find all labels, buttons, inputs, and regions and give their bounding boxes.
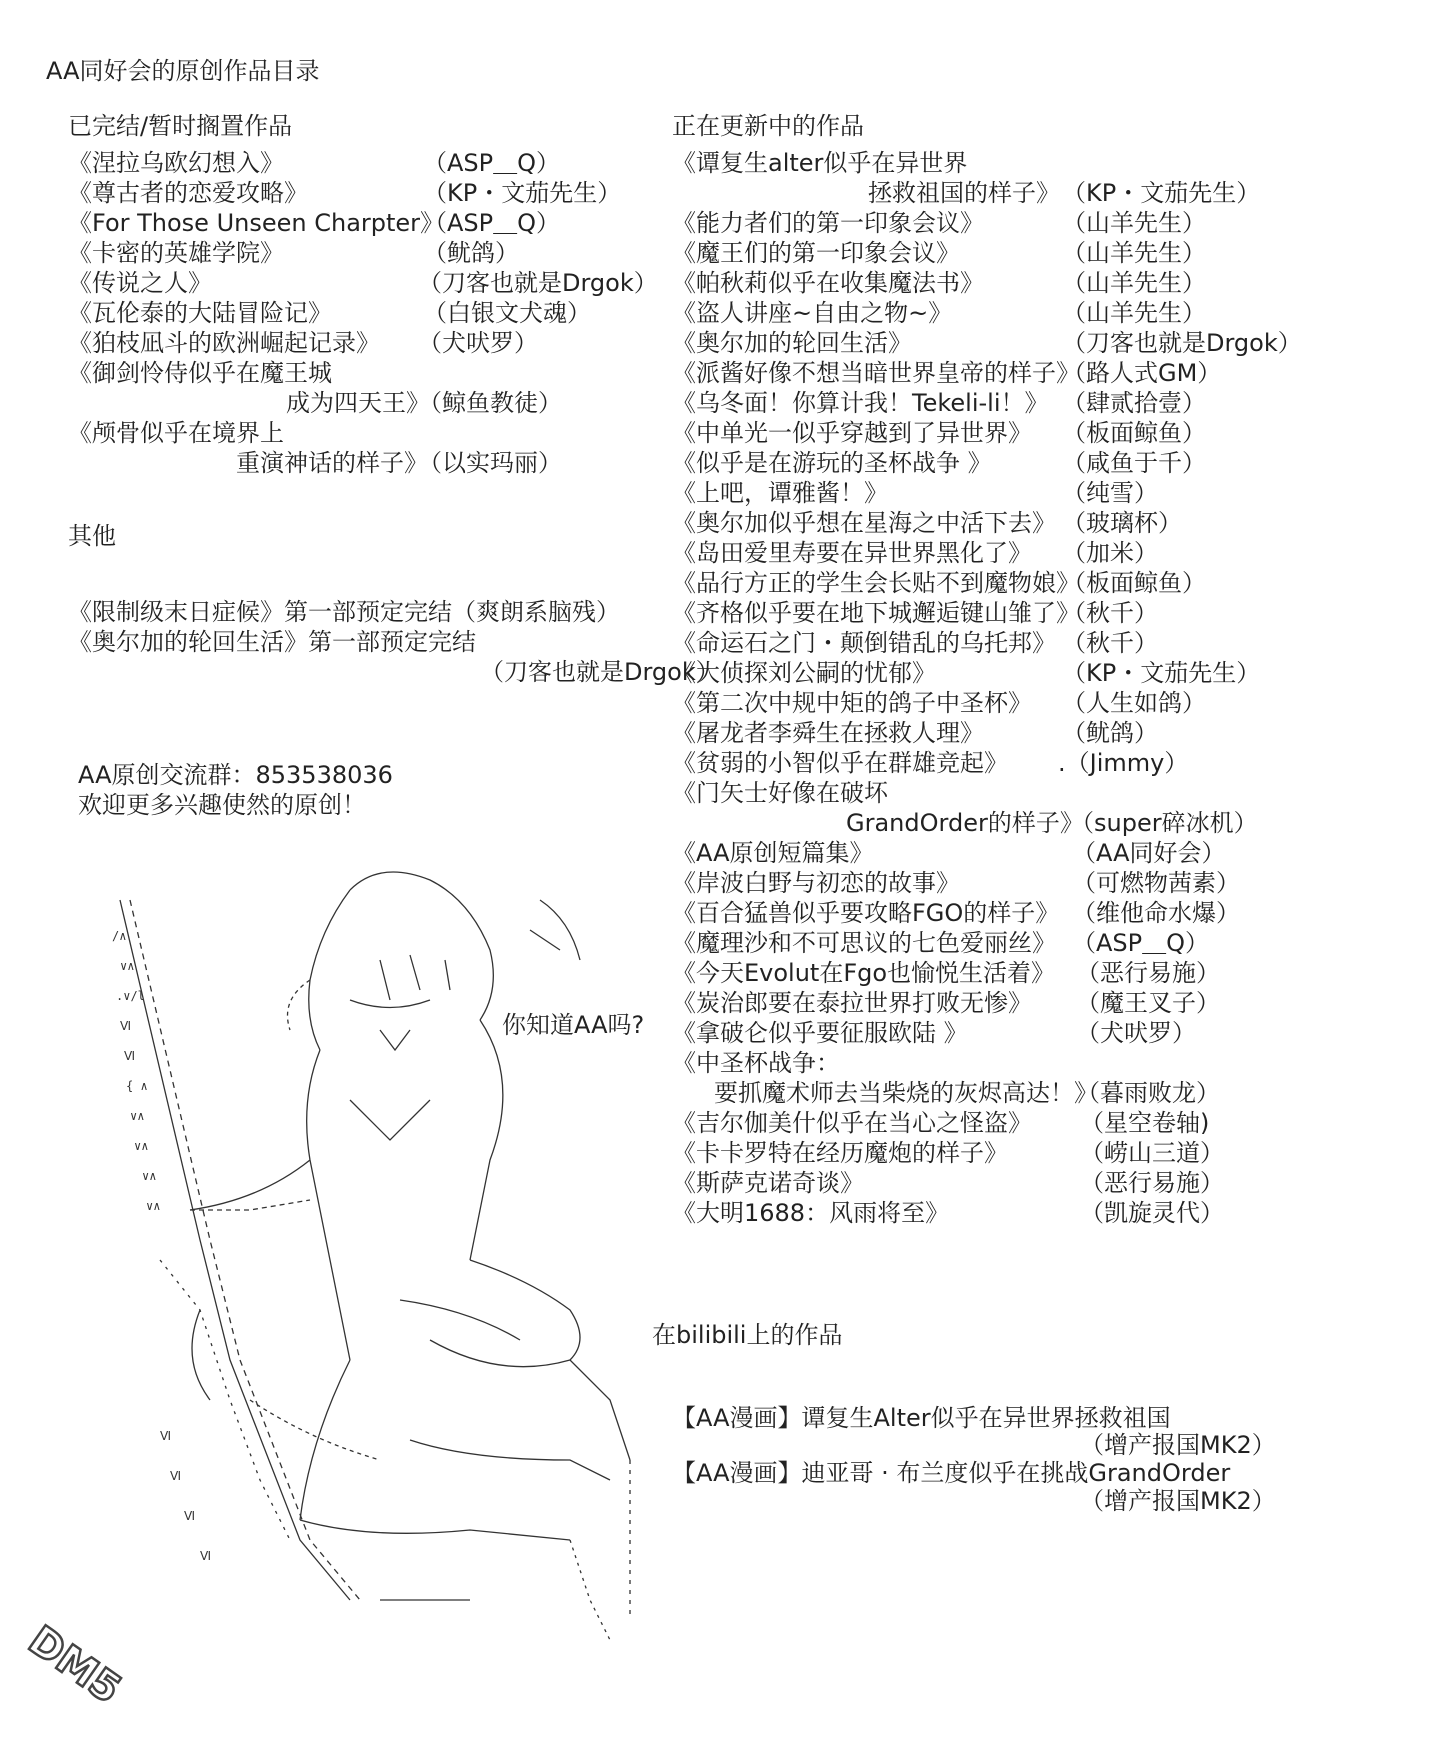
list-item — [672, 538, 1312, 568]
completed-list — [68, 148, 708, 478]
list-item — [672, 838, 1312, 868]
work-author: （鲸鱼教徒） — [418, 389, 562, 417]
svg-text:Ⅵ: Ⅵ — [170, 1469, 182, 1483]
speech-text: 你知道AA吗? — [502, 1011, 645, 1039]
other-line-1: 《限制级末日症候》第一部预定完结（爽朗系脑残） — [68, 598, 620, 626]
updating-list — [672, 148, 1312, 1228]
list-item — [672, 598, 1312, 628]
svg-text:Ⅵ: Ⅵ — [160, 1429, 172, 1443]
work-author: （崂山三道） — [1080, 1139, 1224, 1167]
work-author: .（Jimmy） — [1058, 749, 1189, 777]
list-item — [68, 328, 708, 358]
work-title: 《谭复生alter似乎在异世界 — [672, 149, 968, 177]
list-item — [672, 778, 1312, 808]
work-title: 《门矢士好像在破坏 — [672, 779, 888, 807]
work-title: 《大侦探刘公嗣的忧郁》 — [672, 659, 936, 687]
list-item — [672, 688, 1312, 718]
work-author: （super碎冰机） — [1070, 809, 1258, 837]
bilibili-item-author: （增产报国MK2） — [1080, 1487, 1276, 1515]
list-item — [672, 958, 1312, 988]
work-title-line2: GrandOrder的样子》 — [846, 809, 1084, 837]
bilibili-item-title: 【AA漫画】谭复生Alter似乎在异世界拯救祖国 — [672, 1404, 1171, 1432]
bilibili-heading: 在bilibili上的作品 — [652, 1321, 843, 1349]
bilibili-item-author: （增产报国MK2） — [1080, 1431, 1276, 1459]
work-title: 《中单光一似乎穿越到了异世界》 — [672, 419, 1032, 447]
list-item-continued — [68, 388, 708, 418]
work-title-line2: 要抓魔术师去当柴烧的灰烬高达！》 — [714, 1079, 1098, 1107]
work-title: 《今天Evolut在Fgo也愉悦生活着》 — [672, 959, 1056, 987]
work-author: （凯旋灵代） — [1080, 1199, 1224, 1227]
work-author: （山羊先生） — [1062, 239, 1206, 267]
work-author: （加米） — [1062, 539, 1158, 567]
list-item — [672, 418, 1312, 448]
list-item-continued — [672, 1078, 1312, 1108]
list-item — [672, 508, 1312, 538]
work-author: （犬吠罗） — [1076, 1019, 1196, 1047]
svg-text:.∨/l: .∨/l — [116, 989, 145, 1003]
svg-text:/∧: /∧ — [112, 929, 127, 943]
list-item — [672, 268, 1312, 298]
list-item — [68, 298, 708, 328]
list-item — [672, 148, 1312, 178]
character-illustration — [50, 840, 690, 1660]
list-item-continued — [672, 178, 1312, 208]
other-heading: 其他 — [68, 522, 116, 550]
list-item-continued — [672, 808, 1312, 838]
work-title: 《吉尔伽美什似乎在当心之怪盗》 — [672, 1109, 1032, 1137]
work-title: 《百合猛兽似乎要攻略FGO的样子》 — [672, 899, 1060, 927]
work-author: （山羊先生） — [1062, 209, 1206, 237]
work-author: （秋千） — [1062, 599, 1158, 627]
svg-text:{ ∧: { ∧ — [126, 1079, 148, 1093]
list-item — [672, 928, 1312, 958]
svg-text:∨∧: ∨∧ — [134, 1139, 149, 1153]
work-title: 《卡卡罗特在经历魔炮的样子》 — [672, 1139, 1008, 1167]
svg-text:Ⅵ: Ⅵ — [124, 1049, 136, 1063]
work-title: 《岸波白野与初恋的故事》 — [672, 869, 960, 897]
work-author: （板面鲸鱼） — [1062, 419, 1206, 447]
work-author: （ASP＿Q） — [1072, 929, 1210, 957]
list-item — [672, 1048, 1312, 1078]
dm5-watermark-logo — [18, 1615, 138, 1725]
list-item — [672, 328, 1312, 358]
list-item — [672, 658, 1312, 688]
work-author: （ASP＿Q） — [423, 209, 561, 237]
work-title: 《派酱好像不想当暗世界皇帝的样子》 — [672, 359, 1080, 387]
work-author: （鱿鸽） — [1062, 719, 1158, 747]
list-item-continued — [68, 448, 708, 478]
list-item — [672, 748, 1312, 778]
work-author: （山羊先生） — [1062, 299, 1206, 327]
work-author: （犬吠罗） — [418, 329, 538, 357]
work-author: （秋千） — [1062, 629, 1158, 657]
list-item — [672, 628, 1312, 658]
work-title: 《涅拉乌欧幻想入》 — [68, 149, 284, 177]
list-item — [672, 568, 1312, 598]
work-title: 《传说之人》 — [68, 269, 212, 297]
list-item — [672, 1138, 1312, 1168]
svg-text:Ⅵ: Ⅵ — [200, 1549, 212, 1563]
page-title: AA同好会的原创作品目录 — [46, 57, 320, 85]
work-author: （AA同好会） — [1072, 839, 1226, 867]
work-title: 《拿破仑似乎要征服欧陆 》 — [672, 1019, 968, 1047]
work-title: 《颅骨似乎在境界上 — [68, 419, 284, 447]
updating-heading: 正在更新中的作品 — [672, 112, 864, 140]
svg-text:Ⅵ: Ⅵ — [184, 1509, 196, 1523]
bilibili-item-title: 【AA漫画】迪亚哥 · 布兰度似乎在挑战GrandOrder — [672, 1459, 1231, 1487]
work-title: 《斯萨克诺奇谈》 — [672, 1169, 864, 1197]
work-author: （人生如鸽） — [1062, 689, 1206, 717]
work-author: （路人式GM） — [1062, 359, 1222, 387]
svg-text:∨∧: ∨∧ — [120, 959, 135, 973]
work-author: （恶行易施） — [1080, 1169, 1224, 1197]
svg-text:∨∧: ∨∧ — [142, 1169, 157, 1183]
work-title: 《御剑怜侍似乎在魔王城 — [68, 359, 332, 387]
work-author: （暮雨败龙） — [1076, 1079, 1220, 1107]
work-title: 《帕秋莉似乎在收集魔法书》 — [672, 269, 984, 297]
work-author: （恶行易施） — [1076, 959, 1220, 987]
svg-text:∨∧: ∨∧ — [130, 1109, 145, 1123]
work-title: 《盗人讲座~自由之物~》 — [672, 299, 953, 327]
work-author: （魔王叉子） — [1076, 989, 1220, 1017]
work-title: 《奥尔加的轮回生活》 — [672, 329, 912, 357]
other-line-2: 《奥尔加的轮回生活》第一部预定完结 — [68, 628, 476, 656]
list-item — [68, 418, 708, 448]
work-title-line2: 拯救祖国的样子》 — [868, 179, 1060, 207]
work-author: （刀客也就是Drgok） — [418, 269, 658, 297]
list-item — [672, 1198, 1312, 1228]
work-author: （板面鲸鱼） — [1062, 569, 1206, 597]
watermark-lettering: DM5 — [20, 1617, 130, 1713]
list-item — [68, 178, 708, 208]
work-title-line2: 重演神话的样子》 — [236, 449, 428, 477]
list-item — [68, 208, 708, 238]
work-title: 《齐格似乎要在地下城邂逅键山雏了》 — [672, 599, 1080, 627]
work-title: 《岛田爱里寿要在异世界黑化了》 — [672, 539, 1032, 567]
other-line-3: （刀客也就是Drgok） — [480, 658, 720, 686]
work-title: 《瓦伦泰的大陆冒险记》 — [68, 299, 332, 327]
work-title: 《上吧，谭雅酱！》 — [672, 479, 888, 507]
work-title: 《奥尔加似乎想在星海之中活下去》 — [672, 509, 1056, 537]
work-title: 《魔王们的第一印象会议》 — [672, 239, 960, 267]
completed-heading: 已完结/暂时搁置作品 — [68, 112, 293, 140]
work-title: 《似乎是在游玩的圣杯战争 》 — [672, 449, 992, 477]
work-author: （白银文犬魂） — [423, 299, 591, 327]
work-author: （纯雪） — [1062, 479, 1158, 507]
work-title-line2: 成为四天王》 — [286, 389, 430, 417]
work-title: 《屠龙者李舜生在拯救人理》 — [672, 719, 984, 747]
work-title: 《第二次中规中矩的鸽子中圣杯》 — [672, 689, 1032, 717]
work-author: （肆贰拾壹） — [1062, 389, 1206, 417]
work-author: （星空卷轴) — [1080, 1109, 1210, 1137]
work-title: 《能力者们的第一印象会议》 — [672, 209, 984, 237]
list-item — [672, 298, 1312, 328]
list-item — [672, 478, 1312, 508]
group-number: AA原创交流群：853538036 — [78, 761, 393, 789]
work-author: （山羊先生） — [1062, 269, 1206, 297]
work-title: 《魔理沙和不可思议的七色爱丽丝》 — [672, 929, 1056, 957]
list-item — [672, 1108, 1312, 1138]
work-author: （维他命水爆） — [1072, 899, 1240, 927]
work-author: （刀客也就是Drgok） — [1062, 329, 1302, 357]
list-item — [672, 238, 1312, 268]
work-author: （ASP＿Q） — [423, 149, 561, 177]
work-title: 《AA原创短篇集》 — [672, 839, 874, 867]
list-item — [672, 868, 1312, 898]
list-item — [672, 1168, 1312, 1198]
group-welcome: 欢迎更多兴趣使然的原创！ — [78, 791, 366, 819]
list-item — [68, 238, 708, 268]
work-author: （KP・文茄先生） — [1062, 179, 1261, 207]
list-item — [68, 358, 708, 388]
list-item — [672, 358, 1312, 388]
work-author: （以实玛丽） — [418, 449, 562, 477]
work-title: 《尊古者的恋爱攻略》 — [68, 179, 308, 207]
work-author: （可燃物茜素） — [1072, 869, 1240, 897]
work-author: （咸鱼于千） — [1062, 449, 1206, 477]
work-author: （KP・文茄先生） — [423, 179, 622, 207]
list-item — [672, 1018, 1312, 1048]
svg-text:∨∧: ∨∧ — [146, 1199, 161, 1213]
list-item — [672, 448, 1312, 478]
work-title: 《炭治郎要在泰拉世界打败无惨》 — [672, 989, 1032, 1017]
work-author: （KP・文茄先生） — [1062, 659, 1261, 687]
work-title: 《命运石之门・颠倒错乱的乌托邦》 — [672, 629, 1056, 657]
work-title: 《品行方正的学生会长贴不到魔物娘》 — [672, 569, 1080, 597]
work-author: （鱿鸽） — [423, 239, 519, 267]
work-title: 《中圣杯战争： — [672, 1049, 840, 1077]
list-item — [68, 268, 708, 298]
work-title: 《乌冬面！你算计我！Tekeli-li！》 — [672, 389, 1049, 417]
list-item — [68, 148, 708, 178]
work-title: 《贫弱的小智似乎在群雄竞起》 — [672, 749, 1008, 777]
list-item — [672, 718, 1312, 748]
work-author: （玻璃杯） — [1062, 509, 1182, 537]
work-title: 《卡密的英雄学院》 — [68, 239, 284, 267]
list-item — [672, 388, 1312, 418]
work-title: 《For Those Unseen Charpter》 — [68, 209, 445, 237]
list-item — [672, 898, 1312, 928]
list-item — [672, 208, 1312, 238]
svg-text:Ⅵ: Ⅵ — [120, 1019, 132, 1033]
work-title: 《大明1688：风雨将至》 — [672, 1199, 950, 1227]
list-item — [672, 988, 1312, 1018]
work-title: 《狛枝凪斗的欧洲崛起记录》 — [68, 329, 380, 357]
